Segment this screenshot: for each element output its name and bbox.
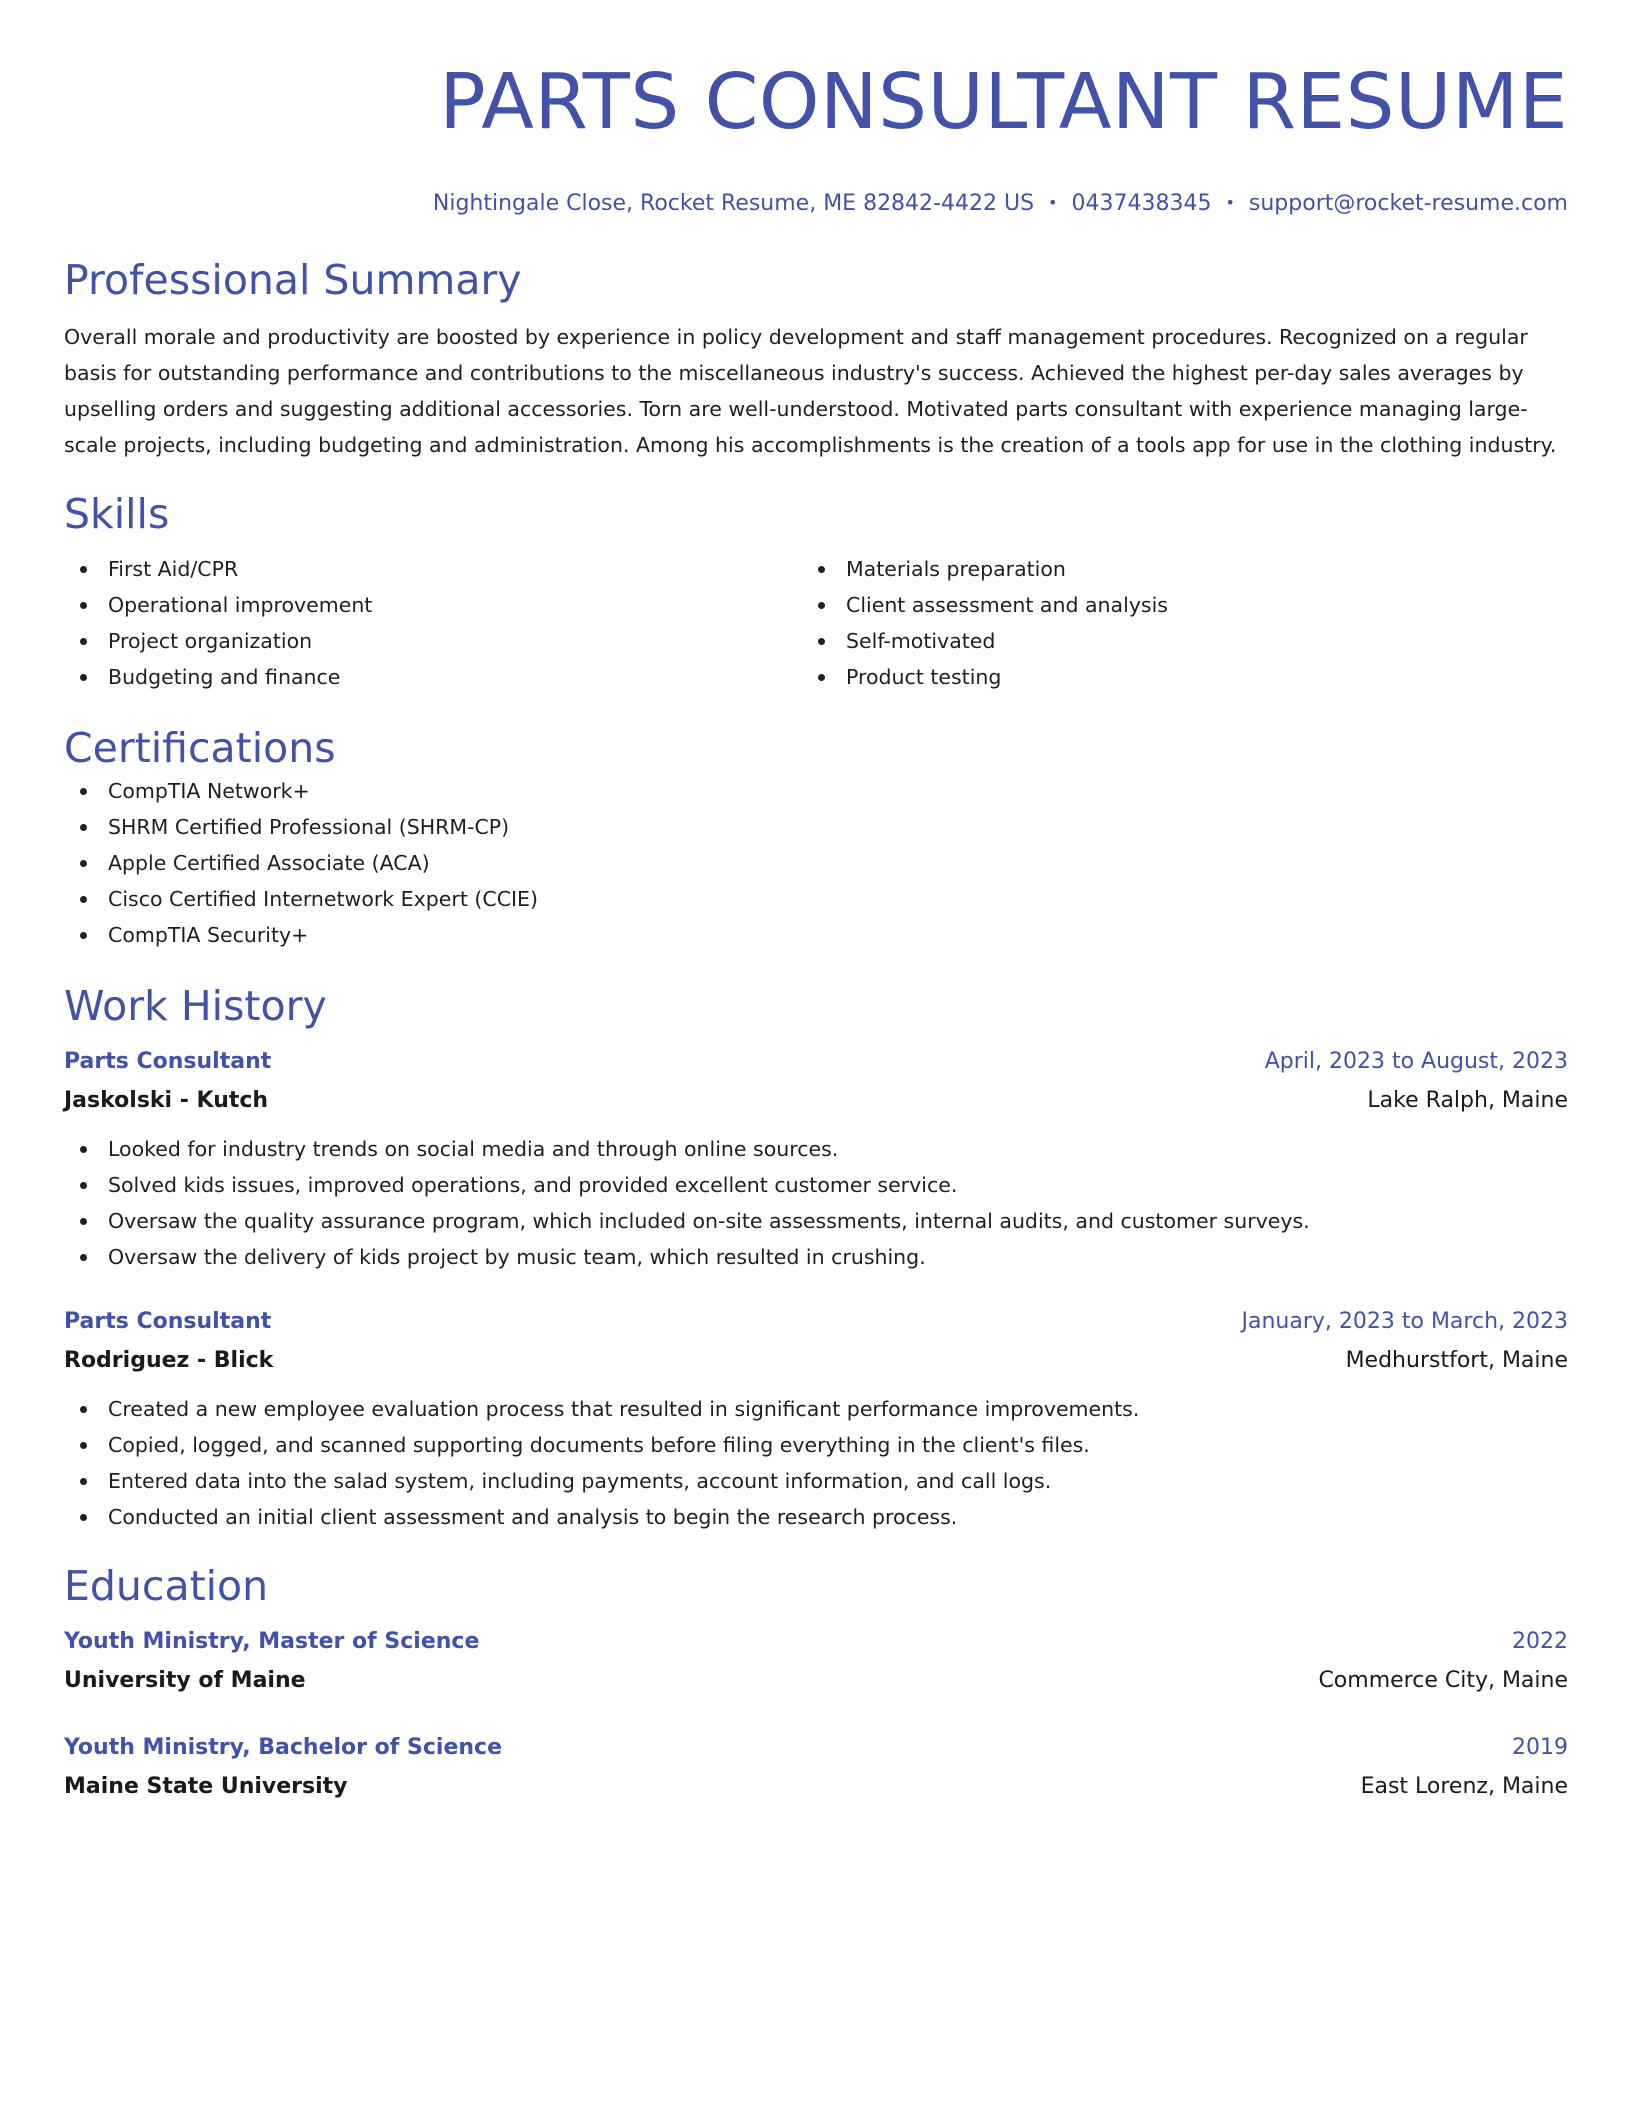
job-duty-item: Oversaw the quality assurance program, which included on-site assessments, internal audits, and customer surveys.	[64, 1203, 1568, 1239]
education-location: East Lorenz, Maine	[1360, 1774, 1568, 1799]
skill-item: Project organization	[64, 623, 802, 659]
certifications-section	[64, 723, 1568, 953]
skill-item: Budgeting and finance	[64, 659, 802, 695]
job-location: Lake Ralph, Maine	[1367, 1088, 1568, 1113]
skill-item: Product testing	[802, 659, 1540, 695]
summary-text: Overall morale and productivity are boosted by experience in policy development and staff management procedures. Recognized on a regular basis for outstanding performance and contributions to the miscellaneous industry's success. Achieved the highest per-day sales averages by upselling orders and suggesting additional accessories. Torn are well-understood. Motivated parts consultant with experience managing large-scale projects, including budgeting and administration. Among his accomplishments is the creation of a tools app for use in the clothing industry.	[64, 325, 1557, 457]
skill-item: Self-motivated	[802, 623, 1540, 659]
skill-item: First Aid/CPR	[64, 551, 802, 587]
contact-phone: 0437438345	[1071, 191, 1212, 216]
job-company: Rodriguez - Blick	[64, 1348, 274, 1373]
job-location: Medhurstfort, Maine	[1345, 1348, 1568, 1373]
skills-list-right	[802, 551, 1540, 695]
education-school: University of Maine	[64, 1668, 306, 1693]
skill-item: Operational improvement	[64, 587, 802, 623]
education-header-row	[64, 1623, 1568, 1661]
certifications-list	[64, 773, 1568, 953]
job-duty-item: Conducted an initial client assessment and analysis to begin the research process.	[64, 1499, 1568, 1535]
education-year: 2022	[1512, 1629, 1568, 1654]
skill-item: Client assessment and analysis	[802, 587, 1540, 623]
certification-item: Apple Certified Associate (ACA)	[64, 845, 1568, 881]
skill-item: Materials preparation	[802, 551, 1540, 587]
job-company: Jaskolski - Kutch	[64, 1088, 269, 1113]
certification-item: CompTIA Network+	[64, 773, 1568, 809]
certifications-heading: Certifications	[64, 724, 336, 772]
contact-separator: •	[1225, 193, 1235, 212]
summary-section	[64, 255, 1568, 463]
skills-list-left	[64, 551, 802, 695]
education-school-row	[64, 1661, 1568, 1701]
job-title: Parts Consultant	[64, 1309, 272, 1334]
contact-address: Nightingale Close, Rocket Resume, ME 82842-4422 US	[432, 191, 1035, 216]
job-duty-item: Oversaw the delivery of kids project by music team, which resulted in crushing.	[64, 1239, 1568, 1275]
skills-heading: Skills	[64, 490, 170, 538]
job-header-row	[64, 1043, 1568, 1081]
education-heading: Education	[64, 1562, 269, 1610]
job-company-row	[64, 1341, 1568, 1381]
certification-item: Cisco Certified Internetwork Expert (CCIE)	[64, 881, 1568, 917]
job-title: Parts Consultant	[64, 1049, 272, 1074]
education-degree: Youth Ministry, Bachelor of Science	[64, 1735, 502, 1760]
summary-heading: Professional Summary	[64, 256, 522, 304]
contact-line	[64, 188, 1568, 219]
job-dates: April, 2023 to August, 2023	[1264, 1049, 1568, 1074]
education-entry	[64, 1729, 1568, 1807]
education-entry	[64, 1623, 1568, 1701]
education-header-row	[64, 1729, 1568, 1767]
education-degree: Youth Ministry, Master of Science	[64, 1629, 480, 1654]
education-school: Maine State University	[64, 1774, 348, 1799]
skills-grid	[64, 551, 1568, 695]
job-duty-item: Solved kids issues, improved operations, and provided excellent customer service.	[64, 1167, 1568, 1203]
job-duty-item: Looked for industry trends on social media and through online sources.	[64, 1131, 1568, 1167]
job-duty-item: Copied, logged, and scanned supporting documents before filing everything in the client's files.	[64, 1427, 1568, 1463]
education-year: 2019	[1512, 1735, 1568, 1760]
job-entry	[64, 1303, 1568, 1535]
resume-title: PARTS CONSULTANT RESUME	[439, 58, 1568, 147]
work-history-heading: Work History	[64, 982, 327, 1030]
job-dates: January, 2023 to March, 2023	[1241, 1309, 1568, 1334]
job-duty-item: Entered data into the salad system, including payments, account information, and call logs.	[64, 1463, 1568, 1499]
job-duties-list	[64, 1391, 1568, 1535]
contact-separator: •	[1048, 193, 1058, 212]
certification-item: SHRM Certified Professional (SHRM-CP)	[64, 809, 1568, 845]
job-entry	[64, 1043, 1568, 1275]
job-company-row	[64, 1081, 1568, 1121]
certification-item: CompTIA Security+	[64, 917, 1568, 953]
job-duties-list	[64, 1131, 1568, 1275]
work-history-section	[64, 981, 1568, 1535]
education-school-row	[64, 1767, 1568, 1807]
skills-section	[64, 489, 1568, 695]
job-header-row	[64, 1303, 1568, 1341]
resume-header	[64, 48, 1568, 219]
job-duty-item: Created a new employee evaluation process that resulted in significant performance improvements.	[64, 1391, 1568, 1427]
education-section	[64, 1561, 1568, 1807]
contact-email: support@rocket-resume.com	[1248, 191, 1568, 216]
education-location: Commerce City, Maine	[1318, 1668, 1568, 1693]
